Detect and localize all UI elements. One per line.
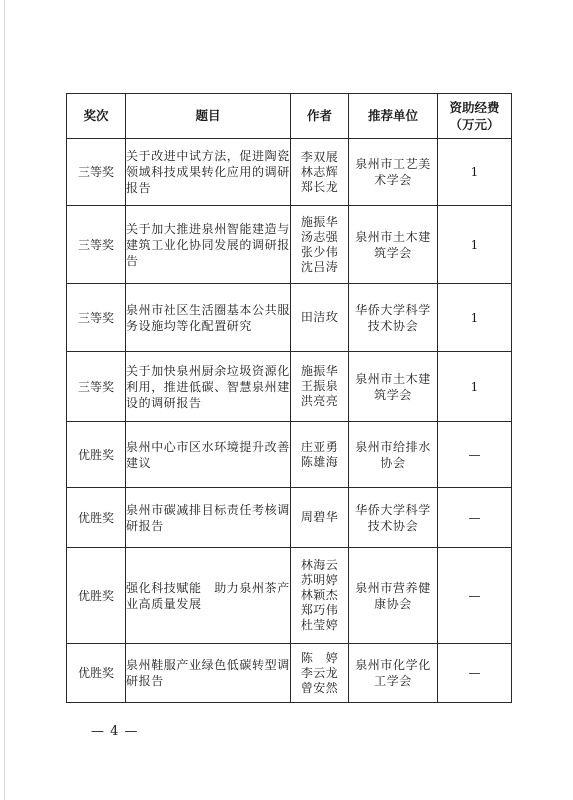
fund-cell: 1 (438, 284, 512, 352)
header-level: 奖次 (67, 94, 126, 139)
table-row (67, 548, 512, 644)
table-row (67, 139, 512, 206)
authors-cell (291, 548, 349, 644)
award-level-cell: 优胜奖 (67, 644, 126, 703)
header-fund (438, 94, 512, 139)
report-title-cell: 关于加快泉州厨余垃圾资源化利用，推进低碳、智慧泉州建设的调研报告 (126, 352, 291, 422)
table-header-row (67, 94, 512, 139)
fund-cell: 1 (438, 352, 512, 422)
author-name: 林志辉 (300, 164, 339, 179)
report-title-cell: 强化科技赋能 助力泉州茶产业高质量发展 (126, 548, 291, 644)
report-title-cell: 泉州鞋服产业绿色低碳转型调研报告 (126, 644, 291, 703)
recommending-unit-cell: 泉州市给排水协会 (349, 422, 438, 488)
award-level-cell: 三等奖 (67, 139, 126, 206)
table-row (67, 422, 512, 488)
table-row (67, 284, 512, 352)
recommending-unit-cell: 泉州市化学化工学会 (349, 644, 438, 703)
award-level-cell: 三等奖 (67, 206, 126, 284)
award-level-cell: 三等奖 (67, 352, 126, 422)
fund-cell: — (438, 422, 512, 488)
recommending-unit-cell: 泉州市营养健康协会 (349, 548, 438, 644)
header-unit: 推荐单位 (349, 94, 438, 139)
page-edge-line (4, 0, 5, 800)
author-name: 施振华 (300, 364, 339, 378)
author-name: 陈雄海 (300, 454, 339, 469)
header-fund-line1: 资助经费 (449, 100, 500, 115)
author-name: 周碧华 (300, 510, 339, 524)
table-row (67, 644, 512, 703)
author-name: 张少伟 (300, 244, 339, 259)
author-name: 曾安然 (300, 680, 339, 695)
author-name: 杜莹婷 (300, 618, 339, 632)
author-name: 施振华 (300, 214, 339, 229)
recommending-unit-cell: 华侨大学科学技术协会 (349, 488, 438, 548)
author-name: 李双展 (300, 149, 339, 164)
award-level-cell: 优胜奖 (67, 488, 126, 548)
fund-cell: — (438, 488, 512, 548)
report-title-cell: 泉州市社区生活圈基本公共服务设施均等化配置研究 (126, 284, 291, 352)
authors-cell (291, 352, 349, 422)
authors-cell (291, 644, 349, 703)
author-name: 李云龙 (300, 665, 339, 680)
report-title-cell: 关于改进中试方法，促进陶瓷领域科技成果转化应用的调研报告 (126, 139, 291, 206)
table-row (67, 206, 512, 284)
award-level-cell: 优胜奖 (67, 422, 126, 488)
fund-cell: — (438, 548, 512, 644)
recommending-unit-cell: 泉州市土木建筑学会 (349, 206, 438, 284)
fund-cell: — (438, 644, 512, 703)
report-title-cell: 泉州中心市区水环境提升改善建议 (126, 422, 291, 488)
awards-table (66, 93, 512, 703)
header-title: 题目 (126, 94, 291, 139)
author-name: 郑长龙 (300, 179, 339, 194)
fund-cell: 1 (438, 139, 512, 206)
author-name: 沈吕涛 (300, 259, 339, 274)
fund-cell: 1 (438, 206, 512, 284)
authors-cell (291, 488, 349, 548)
authors-cell (291, 422, 349, 488)
authors-cell (291, 206, 349, 284)
table-row (67, 352, 512, 422)
author-name: 王振泉 (300, 379, 339, 393)
recommending-unit-cell: 华侨大学科学技术协会 (349, 284, 438, 352)
authors-cell (291, 284, 349, 352)
author-name: 林颖杰 (300, 588, 339, 602)
author-name: 汤志强 (300, 229, 339, 244)
header-fund-line2: （万元） (449, 117, 500, 132)
report-title-cell: 关于加大推进泉州智能建造与建筑工业化协同发展的调研报告 (126, 206, 291, 284)
header-authors: 作者 (291, 94, 349, 139)
recommending-unit-cell: 泉州市土木建筑学会 (349, 352, 438, 422)
recommending-unit-cell: 泉州市工艺美术学会 (349, 139, 438, 206)
report-title-cell: 泉州市碳减排目标责任考核调研报告 (126, 488, 291, 548)
author-name: 洪亮亮 (300, 394, 339, 408)
author-name: 陈 婷 (300, 650, 339, 665)
author-name: 郑巧伟 (300, 603, 339, 617)
award-level-cell: 三等奖 (67, 284, 126, 352)
author-name: 苏明婷 (300, 573, 339, 587)
authors-cell (291, 139, 349, 206)
page-number: — 4 — (91, 724, 139, 739)
author-name: 林海云 (300, 558, 339, 572)
award-level-cell: 优胜奖 (67, 548, 126, 644)
table-row (67, 488, 512, 548)
author-name: 庄亚勇 (300, 439, 339, 454)
author-name: 田洁玫 (300, 310, 339, 324)
